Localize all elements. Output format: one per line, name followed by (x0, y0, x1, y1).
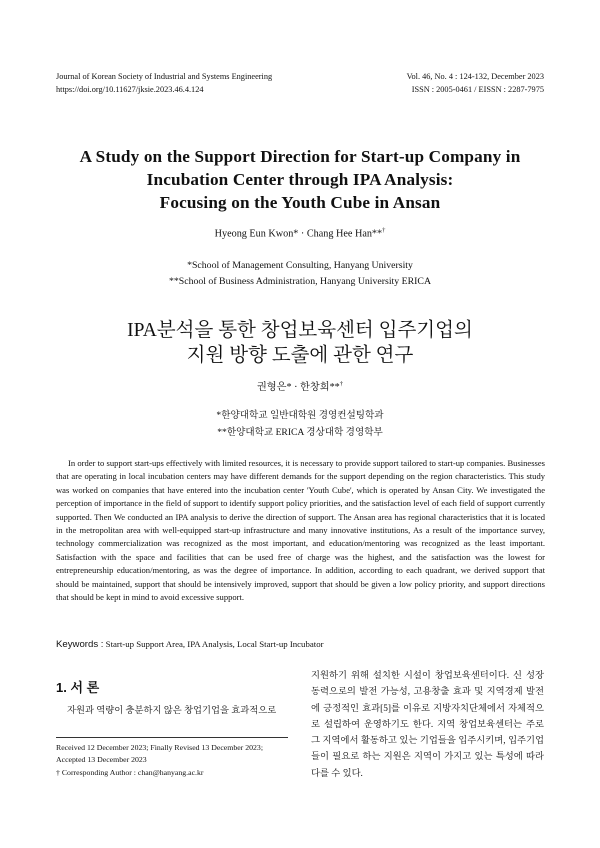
title-en-line-3: Focusing on the Youth Cube in Ansan (159, 193, 441, 212)
keywords-label: Keywords : (56, 639, 104, 650)
title-en-line-2: Incubation Center through IPA Analysis: (146, 170, 454, 189)
corresponding-mark-ko: † (339, 380, 344, 388)
title-en-line-1: A Study on the Support Direction for Start-up Company in (79, 147, 521, 166)
affiliation-en-2: **School of Business Administration, Hanyang University ERICA (168, 276, 432, 287)
footnote-received: Received 12 December 2023; Finally Revised 13 December 2023; Accepted 13 December 2023 (56, 743, 263, 764)
volume-info: Vol. 46, No. 4 : 124-132, December 2023 (406, 72, 544, 81)
issn-info: ISSN : 2005-0461 / EISSN : 2287-7975 (411, 85, 544, 94)
affiliation-ko-1: *한양대학교 일반대학원 경영컨설팅학과 (216, 410, 384, 421)
authors-ko (0, 378, 600, 393)
abstract (56, 457, 545, 604)
footnote-divider (56, 737, 288, 738)
authors-ko-names: 권형은* · 한창희** (256, 382, 340, 393)
footnote-author-email: Corresponding Author : chan@hanyang.ac.kr (61, 768, 204, 777)
title-ko-line-2: 지원 방향 도출에 관한 연구 (186, 345, 414, 366)
doi-link[interactable]: https://doi.org/10.11627/jksie.2023.46.4.124 (56, 85, 204, 94)
affiliation-ko-2: **한양대학교 ERICA 경상대학 경영학부 (217, 427, 383, 438)
intro-paragraph-right: 지원하기 위해 설치한 시설이 창업보육센터이다. 신 성장 동력으로의 발전 가능성, 고용창출 효과 및 지역경제 발전에 긍정적인 효과[5]를 이유로 지방자치단체에서 자체적으로 설립하여 운영하기도 한다. 지역 창업보육센터는 주로 그 지역에서 활동하고 있는 기업들을 입주시키며, 입주기업들이 필요로 하는 지원은 지역이 가지고 있는 특성에 따라 다를 수 있다. (311, 671, 544, 779)
keywords-list: Start-up Support Area, IPA Analysis, Local Start-up Incubator (105, 639, 324, 649)
abstract-text: In order to support start-ups effectively with limited resources, it is necessary to provide support tailored to start-up companies. Businesses that are operating in local incubation centers may have different demands for the support depending on the region characteristics. This study was worked on companies that have entered into the incubation center 'Youth Cube', which is operated by Ansan City. We investigated the perception of importance in the field of support to identify support policy priorities, and the satisfaction level of each field of support currently supported. Then We conducted an IPA analysis to derive the direction of support. The Ansan area has regional characteristics that it is located in the metropolitan area with well-equipped start-up infrastructure and many innovative institutions, As a result of the importance survey, technology commercialization was recognized as the most important, and education/mentoring was recognized as the least important. Satisfaction with the space and facilities that can be used free of charge was the highest, and the satisfaction was the lowest for entrepreneurship education/mentoring, as was the degree of importance. In addition, according to each quadrant, we derived support that should be maintained, support that should be intensively improved, support that should be given a low policy priority, and support directions that should be kept in mind to avoid excessive support. (56, 458, 545, 603)
authors-en (0, 227, 600, 239)
keywords (56, 639, 324, 650)
corresponding-mark: † (382, 227, 386, 234)
intro-paragraph-left: 자원과 역량이 충분하지 않은 창업기업을 효과적으로 (67, 706, 277, 716)
affiliation-en-1: *School of Management Consulting, Hanyang University (187, 260, 413, 271)
section-heading-intro: 1. 서 론 (56, 680, 100, 695)
footnote-dagger: † (56, 768, 60, 777)
footnote-corresponding (56, 767, 292, 779)
journal-name: Journal of Korean Society of Industrial and Systems Engineering (56, 72, 273, 81)
title-ko-line-1: IPA분석을 통한 창업보육센터 입주기업의 (127, 320, 473, 341)
authors-en-names: Hyeong Eun Kwon* · Chang Hee Han** (214, 228, 383, 240)
